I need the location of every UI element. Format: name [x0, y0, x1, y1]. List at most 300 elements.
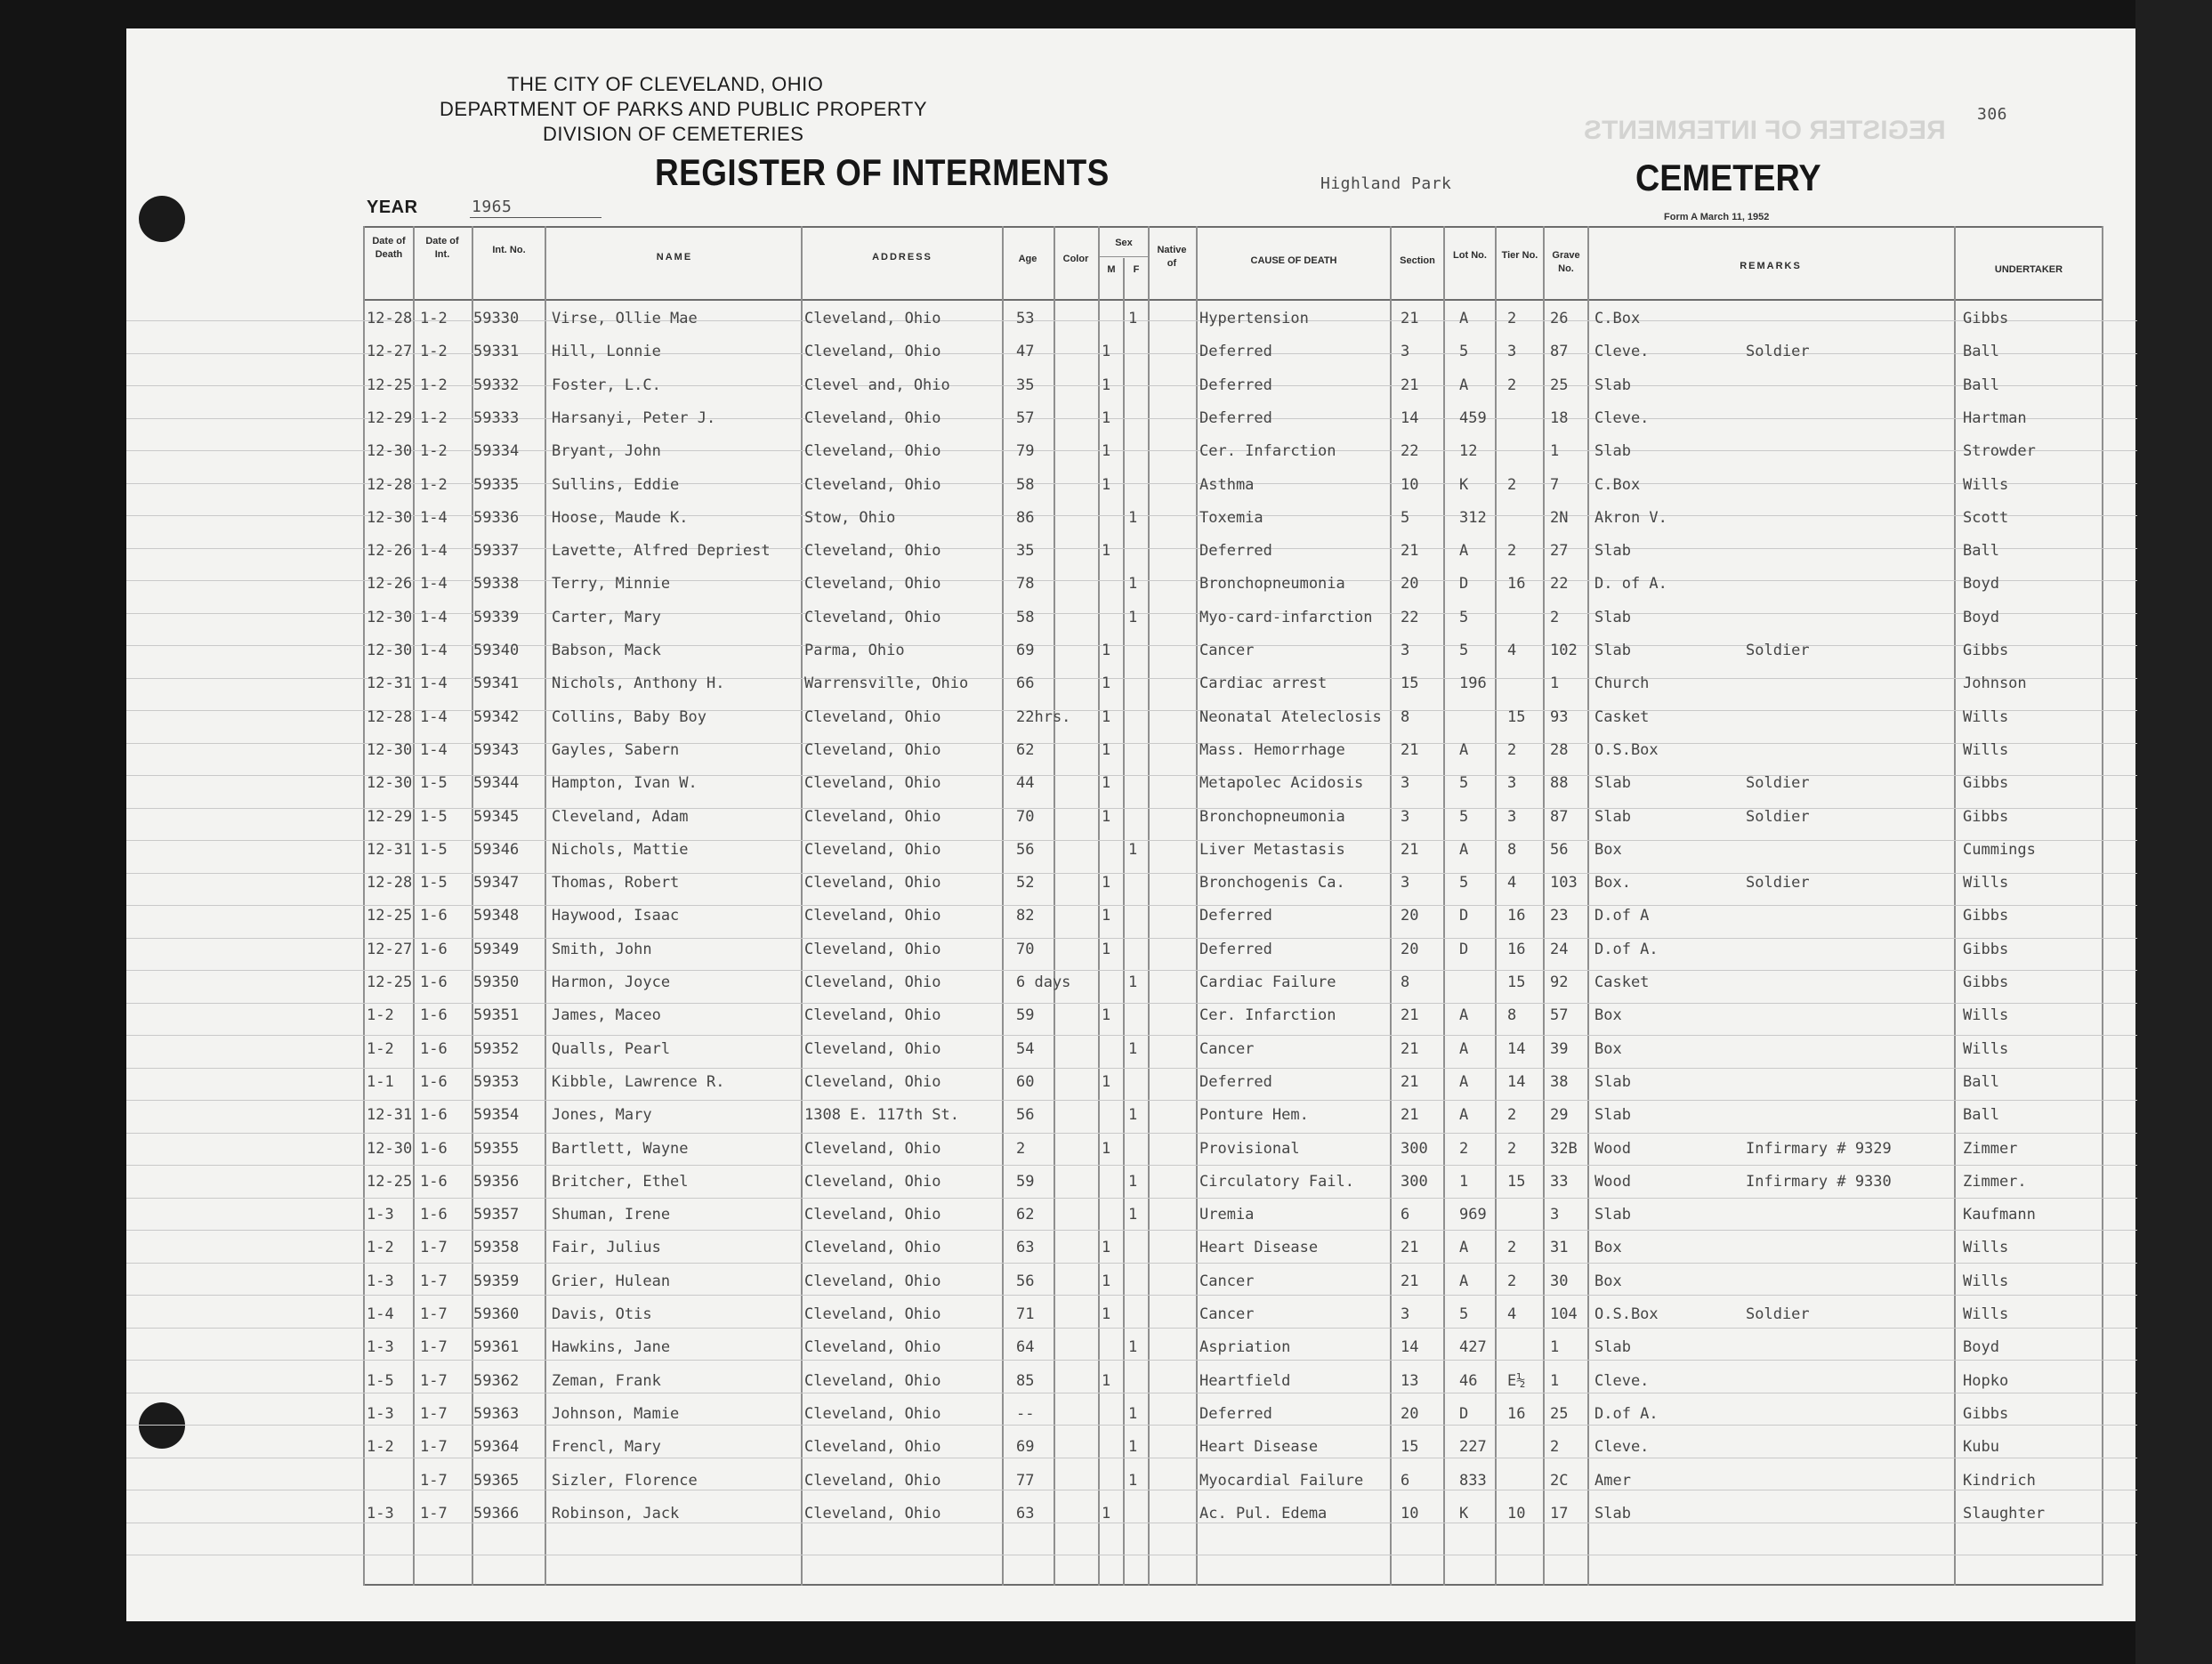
lot-no-cell: A: [1459, 1073, 1469, 1091]
remarks-cell: Cleve.: [1594, 1372, 1650, 1390]
grave-no-cell: 18: [1550, 409, 1569, 427]
name-cell: Nichols, Mattie: [552, 841, 689, 859]
address-cell: Cleveland, Ohio: [804, 609, 941, 626]
address-cell: Cleveland, Ohio: [804, 575, 941, 593]
cause-of-death-cell: Cancer: [1199, 1040, 1255, 1058]
cause-of-death-cell: Myo-card-infarction: [1199, 609, 1373, 626]
undertaker-cell: Boyd: [1963, 609, 1999, 626]
grave-no-cell: 92: [1550, 973, 1569, 991]
undertaker-cell: Slaughter: [1963, 1505, 2046, 1523]
date-of-int-cell: 1-7: [420, 1272, 448, 1290]
section-cell: 21: [1401, 1073, 1419, 1091]
date-of-death-cell: 1-2: [367, 1239, 394, 1256]
date-of-death-cell: 1-3: [367, 1505, 394, 1523]
int-no-cell: 59344: [473, 774, 520, 792]
age-cell: 82: [1016, 907, 1035, 925]
age-cell: 6 days: [1016, 973, 1071, 991]
tier-no-cell: 15: [1507, 708, 1526, 726]
address-cell: Cleveland, Ohio: [804, 907, 941, 925]
remarks-cell: O.S.Box: [1594, 741, 1659, 759]
remarks-cell: Slab: [1594, 376, 1631, 394]
address-cell: Cleveland, Ohio: [804, 442, 941, 460]
address-cell: Cleveland, Ohio: [804, 774, 941, 792]
grave-no-cell: 7: [1550, 476, 1560, 494]
date-of-death-cell: 12-28: [367, 310, 413, 327]
tier-no-cell: 16: [1507, 1405, 1526, 1423]
remarks-note-cell: Infirmary # 9329: [1746, 1140, 1892, 1158]
int-no-cell: 59331: [473, 343, 520, 360]
grave-no-cell: 25: [1550, 376, 1569, 394]
section-cell: 5: [1401, 509, 1410, 527]
date-of-death-cell: 12-31: [367, 1106, 413, 1124]
date-of-death-cell: 1-4: [367, 1305, 394, 1323]
address-cell: Cleveland, Ohio: [804, 409, 941, 427]
int-no-cell: 59359: [473, 1272, 520, 1290]
lot-no-cell: 2: [1459, 1140, 1469, 1158]
undertaker-cell: Ball: [1963, 376, 1999, 394]
cause-of-death-cell: Hypertension: [1199, 310, 1309, 327]
name-cell: Qualls, Pearl: [552, 1040, 671, 1058]
sex-f-cell: 1: [1128, 1173, 1138, 1191]
age-cell: 2: [1016, 1140, 1026, 1158]
undertaker-cell: Wills: [1963, 1272, 2009, 1290]
division-heading: DIVISION OF CEMETERIES: [543, 123, 804, 145]
remarks-cell: D.of A: [1594, 907, 1650, 925]
remarks-cell: Slab: [1594, 1338, 1631, 1356]
date-of-int-cell: 1-5: [420, 841, 448, 859]
ruled-line: [126, 938, 2137, 939]
address-cell: Cleveland, Ohio: [804, 542, 941, 560]
name-cell: James, Maceo: [552, 1006, 661, 1024]
date-of-death-cell: 12-30: [367, 642, 413, 659]
section-cell: 3: [1401, 808, 1410, 826]
section-cell: 20: [1401, 575, 1419, 593]
int-no-cell: 59346: [473, 841, 520, 859]
ruled-line: [126, 905, 2137, 906]
scan-border: [2135, 0, 2212, 1664]
undertaker-cell: Kubu: [1963, 1438, 1999, 1456]
undertaker-cell: Boyd: [1963, 1338, 1999, 1356]
lot-no-cell: K: [1459, 1505, 1469, 1523]
remarks-cell: D.of A.: [1594, 1405, 1659, 1423]
date-of-death-cell: 12-25: [367, 376, 413, 394]
year-value: 1965: [472, 198, 513, 216]
col-rule: [2102, 226, 2103, 1586]
tier-no-cell: 3: [1507, 774, 1517, 792]
int-no-cell: 59347: [473, 874, 520, 892]
age-cell: 62: [1016, 1206, 1035, 1224]
lot-no-cell: A: [1459, 310, 1469, 327]
tier-no-cell: 8: [1507, 1006, 1517, 1024]
address-cell: Cleveland, Ohio: [804, 1438, 941, 1456]
date-of-int-cell: 1-6: [420, 1206, 448, 1224]
sex-f-cell: 1: [1128, 1338, 1138, 1356]
name-cell: Foster, L.C.: [552, 376, 661, 394]
name-cell: Nichols, Anthony H.: [552, 674, 725, 692]
undertaker-cell: Kaufmann: [1963, 1206, 2036, 1224]
sex-f-cell: 1: [1128, 575, 1138, 593]
sex-m-cell: 1: [1102, 708, 1111, 726]
undertaker-cell: Wills: [1963, 874, 2009, 892]
sex-f-cell: 1: [1128, 841, 1138, 859]
date-of-int-cell: 1-6: [420, 1106, 448, 1124]
undertaker-cell: Wills: [1963, 741, 2009, 759]
date-of-death-cell: 1-3: [367, 1405, 394, 1423]
undertaker-cell: Ball: [1963, 1106, 1999, 1124]
age-cell: 60: [1016, 1073, 1035, 1091]
lot-no-cell: A: [1459, 1272, 1469, 1290]
sex-f-cell: 1: [1128, 509, 1138, 527]
remarks-note-cell: Soldier: [1746, 774, 1810, 792]
age-cell: 66: [1016, 674, 1035, 692]
tier-no-cell: 16: [1507, 941, 1526, 958]
date-of-death-cell: 1-3: [367, 1206, 394, 1224]
date-of-int-cell: 1-2: [420, 442, 448, 460]
date-of-int-cell: 1-7: [420, 1239, 448, 1256]
lot-no-cell: D: [1459, 1405, 1469, 1423]
date-of-death-cell: 1-2: [367, 1438, 394, 1456]
section-cell: 22: [1401, 442, 1419, 460]
col-header-date-of-int: Date of Int.: [425, 236, 459, 260]
int-no-cell: 59340: [473, 642, 520, 659]
name-cell: Hill, Lonnie: [552, 343, 661, 360]
tier-no-cell: 16: [1507, 575, 1526, 593]
name-cell: Fair, Julius: [552, 1239, 661, 1256]
grave-no-cell: 1: [1550, 674, 1560, 692]
lot-no-cell: 459: [1459, 409, 1487, 427]
grave-no-cell: 1: [1550, 442, 1560, 460]
lot-no-cell: 227: [1459, 1438, 1487, 1456]
address-cell: Cleveland, Ohio: [804, 1140, 941, 1158]
date-of-int-cell: 1-4: [420, 741, 448, 759]
int-no-cell: 59350: [473, 973, 520, 991]
undertaker-cell: Strowder: [1963, 442, 2036, 460]
date-of-death-cell: 12-31: [367, 841, 413, 859]
remarks-cell: Slab: [1594, 609, 1631, 626]
date-of-death-cell: 12-30: [367, 1140, 413, 1158]
undertaker-cell: Gibbs: [1963, 808, 2009, 826]
address-cell: Cleveland, Ohio: [804, 1206, 941, 1224]
age-cell: 35: [1016, 376, 1035, 394]
cause-of-death-cell: Cancer: [1199, 642, 1255, 659]
age-cell: 70: [1016, 941, 1035, 958]
name-cell: Cleveland, Adam: [552, 808, 689, 826]
date-of-int-cell: 1-5: [420, 774, 448, 792]
col-header-remarks: REMARKS: [1740, 261, 1802, 271]
cemetery-label: CEMETERY: [1635, 157, 1821, 198]
undertaker-cell: Johnson: [1963, 674, 2027, 692]
int-no-cell: 59334: [473, 442, 520, 460]
col-rule: [801, 226, 803, 1586]
undertaker-cell: Gibbs: [1963, 310, 2009, 327]
cause-of-death-cell: Heartfield: [1199, 1372, 1291, 1390]
remarks-cell: Box: [1594, 1040, 1622, 1058]
age-cell: 53: [1016, 310, 1035, 327]
name-cell: Terry, Minnie: [552, 575, 671, 593]
city-heading: THE CITY OF CLEVELAND, OHIO: [507, 73, 824, 95]
int-no-cell: 59365: [473, 1472, 520, 1490]
remarks-cell: Box: [1594, 1006, 1622, 1024]
col-rule: [1390, 226, 1392, 1586]
section-cell: 3: [1401, 1305, 1410, 1323]
cause-of-death-cell: Neonatal Ateleclosis: [1199, 708, 1382, 726]
date-of-int-cell: 1-5: [420, 874, 448, 892]
remarks-cell: Church: [1594, 674, 1650, 692]
name-cell: Hoose, Maude K.: [552, 509, 689, 527]
int-no-cell: 59366: [473, 1505, 520, 1523]
address-cell: Cleveland, Ohio: [804, 1173, 941, 1191]
cause-of-death-cell: Liver Metastasis: [1199, 841, 1345, 859]
lot-no-cell: D: [1459, 941, 1469, 958]
grave-no-cell: 87: [1550, 808, 1569, 826]
address-cell: Cleveland, Ohio: [804, 343, 941, 360]
remarks-cell: Slab: [1594, 642, 1631, 659]
int-no-cell: 59358: [473, 1239, 520, 1256]
table-header-rule: [363, 299, 2103, 301]
name-cell: Lavette, Alfred Depriest: [552, 542, 771, 560]
age-cell: 85: [1016, 1372, 1035, 1390]
remarks-cell: Slab: [1594, 542, 1631, 560]
age-cell: 71: [1016, 1305, 1035, 1323]
cause-of-death-cell: Mass. Hemorrhage: [1199, 741, 1345, 759]
name-cell: Gayles, Sabern: [552, 741, 680, 759]
grave-no-cell: 25: [1550, 1405, 1569, 1423]
cause-of-death-cell: Cer. Infarction: [1199, 1006, 1336, 1024]
col-rule: [1054, 226, 1055, 1586]
col-header-name: NAME: [656, 252, 693, 263]
name-cell: Britcher, Ethel: [552, 1173, 689, 1191]
tier-no-cell: 16: [1507, 907, 1526, 925]
undertaker-cell: Ball: [1963, 542, 1999, 560]
undertaker-cell: Ball: [1963, 343, 1999, 360]
undertaker-cell: Hartman: [1963, 409, 2027, 427]
col-header-grave-no: Grave No.: [1552, 250, 1580, 274]
grave-no-cell: 2C: [1550, 1472, 1569, 1490]
section-cell: 3: [1401, 874, 1410, 892]
date-of-int-cell: 1-6: [420, 941, 448, 958]
int-no-cell: 59339: [473, 609, 520, 626]
name-cell: Robinson, Jack: [552, 1505, 680, 1523]
date-of-int-cell: 1-7: [420, 1338, 448, 1356]
grave-no-cell: 39: [1550, 1040, 1569, 1058]
undertaker-cell: Gibbs: [1963, 907, 2009, 925]
int-no-cell: 59356: [473, 1173, 520, 1191]
name-cell: Frencl, Mary: [552, 1438, 661, 1456]
date-of-int-cell: 1-6: [420, 1040, 448, 1058]
undertaker-cell: Gibbs: [1963, 774, 2009, 792]
section-cell: 20: [1401, 907, 1419, 925]
date-of-int-cell: 1-2: [420, 343, 448, 360]
cause-of-death-cell: Provisional: [1199, 1140, 1300, 1158]
date-of-death-cell: 12-29: [367, 808, 413, 826]
int-no-cell: 59349: [473, 941, 520, 958]
remarks-cell: Wood: [1594, 1140, 1631, 1158]
cause-of-death-cell: Deferred: [1199, 376, 1272, 394]
col-rule: [413, 226, 415, 1586]
cause-of-death-cell: Heart Disease: [1199, 1438, 1319, 1456]
date-of-death-cell: 12-25: [367, 973, 413, 991]
sex-header-rule: [1098, 256, 1150, 257]
remarks-cell: C.Box: [1594, 310, 1641, 327]
name-cell: Collins, Baby Boy: [552, 708, 706, 726]
tier-no-cell: 2: [1507, 1140, 1517, 1158]
address-cell: Cleveland, Ohio: [804, 973, 941, 991]
ruled-line: [126, 1328, 2137, 1329]
section-cell: 21: [1401, 310, 1419, 327]
grave-no-cell: 104: [1550, 1305, 1578, 1323]
remarks-cell: Cleve.: [1594, 409, 1650, 427]
remarks-cell: Wood: [1594, 1173, 1631, 1191]
grave-no-cell: 32B: [1550, 1140, 1578, 1158]
address-cell: Cleveland, Ohio: [804, 1239, 941, 1256]
age-cell: 44: [1016, 774, 1035, 792]
age-cell: 22hrs.: [1016, 708, 1071, 726]
age-cell: 63: [1016, 1505, 1035, 1523]
age-cell: 70: [1016, 808, 1035, 826]
sex-m-cell: 1: [1102, 476, 1111, 494]
lot-no-cell: 5: [1459, 1305, 1469, 1323]
sex-f-cell: 1: [1128, 1206, 1138, 1224]
date-of-int-cell: 1-4: [420, 509, 448, 527]
address-cell: Cleveland, Ohio: [804, 841, 941, 859]
section-cell: 10: [1401, 1505, 1419, 1523]
section-cell: 21: [1401, 376, 1419, 394]
address-cell: Warrensville, Ohio: [804, 674, 969, 692]
grave-no-cell: 87: [1550, 343, 1569, 360]
undertaker-cell: Wills: [1963, 1006, 2009, 1024]
remarks-cell: Slab: [1594, 442, 1631, 460]
col-header-section: Section: [1400, 255, 1435, 266]
cause-of-death-cell: Ponture Hem.: [1199, 1106, 1309, 1124]
int-no-cell: 59345: [473, 808, 520, 826]
undertaker-cell: Ball: [1963, 1073, 1999, 1091]
int-no-cell: 59338: [473, 575, 520, 593]
sex-m-cell: 1: [1102, 774, 1111, 792]
int-no-cell: 59361: [473, 1338, 520, 1356]
undertaker-cell: Wills: [1963, 708, 2009, 726]
remarks-cell: Box.: [1594, 874, 1631, 892]
date-of-int-cell: 1-5: [420, 808, 448, 826]
section-cell: 21: [1401, 1106, 1419, 1124]
date-of-death-cell: 12-27: [367, 343, 413, 360]
lot-no-cell: A: [1459, 1106, 1469, 1124]
sex-m-cell: 1: [1102, 874, 1111, 892]
age-cell: 69: [1016, 1438, 1035, 1456]
address-cell: Cleveland, Ohio: [804, 1372, 941, 1390]
col-header-sex-f: F: [1133, 264, 1140, 275]
remarks-note-cell: Infirmary # 9330: [1746, 1173, 1892, 1191]
col-rule: [1002, 226, 1004, 1586]
sex-m-cell: 1: [1102, 907, 1111, 925]
cause-of-death-cell: Toxemia: [1199, 509, 1263, 527]
lot-no-cell: A: [1459, 1040, 1469, 1058]
grave-no-cell: 28: [1550, 741, 1569, 759]
col-header-date-of-death: Date of Death: [372, 236, 406, 260]
col-header-color: Color: [1062, 254, 1089, 264]
tier-no-cell: 2: [1507, 741, 1517, 759]
grave-no-cell: 23: [1550, 907, 1569, 925]
section-cell: 300: [1401, 1140, 1428, 1158]
tier-no-cell: 8: [1507, 841, 1517, 859]
remarks-note-cell: Soldier: [1746, 343, 1810, 360]
remarks-cell: Casket: [1594, 973, 1650, 991]
ruled-line: [126, 970, 2137, 971]
lot-no-cell: A: [1459, 376, 1469, 394]
grave-no-cell: 17: [1550, 1505, 1569, 1523]
age-cell: 56: [1016, 1106, 1035, 1124]
sex-f-cell: 1: [1128, 310, 1138, 327]
date-of-death-cell: 12-26: [367, 542, 413, 560]
year-label: YEAR: [367, 198, 418, 217]
int-no-cell: 59354: [473, 1106, 520, 1124]
remarks-cell: Casket: [1594, 708, 1650, 726]
date-of-int-cell: 1-7: [420, 1505, 448, 1523]
sex-m-cell: 1: [1102, 741, 1111, 759]
section-cell: 8: [1401, 708, 1410, 726]
age-cell: 59: [1016, 1006, 1035, 1024]
int-no-cell: 59341: [473, 674, 520, 692]
tier-no-cell: 14: [1507, 1073, 1526, 1091]
sex-m-cell: 1: [1102, 1006, 1111, 1024]
address-cell: Cleveland, Ohio: [804, 1472, 941, 1490]
sex-m-cell: 1: [1102, 1272, 1111, 1290]
date-of-int-cell: 1-2: [420, 409, 448, 427]
age-cell: 78: [1016, 575, 1035, 593]
grave-no-cell: 27: [1550, 542, 1569, 560]
date-of-death-cell: 12-25: [367, 1173, 413, 1191]
age-cell: 56: [1016, 841, 1035, 859]
sex-f-cell: 1: [1128, 1106, 1138, 1124]
cause-of-death-cell: Aspriation: [1199, 1338, 1291, 1356]
address-cell: Clevel and, Ohio: [804, 376, 950, 394]
sex-m-cell: 1: [1102, 343, 1111, 360]
cause-of-death-cell: Circulatory Fail.: [1199, 1173, 1354, 1191]
lot-no-cell: 5: [1459, 609, 1469, 626]
remarks-cell: Slab: [1594, 808, 1631, 826]
ruled-line: [126, 1100, 2137, 1101]
date-of-death-cell: 12-28: [367, 476, 413, 494]
section-cell: 300: [1401, 1173, 1428, 1191]
section-cell: 14: [1401, 1338, 1419, 1356]
date-of-death-cell: 1-5: [367, 1372, 394, 1390]
name-cell: Thomas, Robert: [552, 874, 680, 892]
lot-no-cell: 196: [1459, 674, 1487, 692]
section-cell: 21: [1401, 1006, 1419, 1024]
undertaker-cell: Wills: [1963, 1040, 2009, 1058]
date-of-int-cell: 1-7: [420, 1438, 448, 1456]
col-rule: [1495, 226, 1497, 1586]
date-of-int-cell: 1-7: [420, 1372, 448, 1390]
undertaker-cell: Gibbs: [1963, 642, 2009, 659]
lot-no-cell: 5: [1459, 642, 1469, 659]
sex-m-cell: 1: [1102, 1305, 1111, 1323]
col-rule: [1954, 226, 1956, 1586]
section-cell: 10: [1401, 476, 1419, 494]
date-of-int-cell: 1-4: [420, 642, 448, 659]
int-no-cell: 59330: [473, 310, 520, 327]
name-cell: Sullins, Eddie: [552, 476, 680, 494]
name-cell: Davis, Otis: [552, 1305, 652, 1323]
grave-no-cell: 1: [1550, 1338, 1560, 1356]
age-cell: 57: [1016, 409, 1035, 427]
date-of-death-cell: 12-31: [367, 674, 413, 692]
date-of-death-cell: 1-2: [367, 1040, 394, 1058]
cause-of-death-cell: Bronchogenis Ca.: [1199, 874, 1345, 892]
sex-m-cell: 1: [1102, 941, 1111, 958]
grave-no-cell: 57: [1550, 1006, 1569, 1024]
section-cell: 14: [1401, 409, 1419, 427]
lot-no-cell: A: [1459, 841, 1469, 859]
